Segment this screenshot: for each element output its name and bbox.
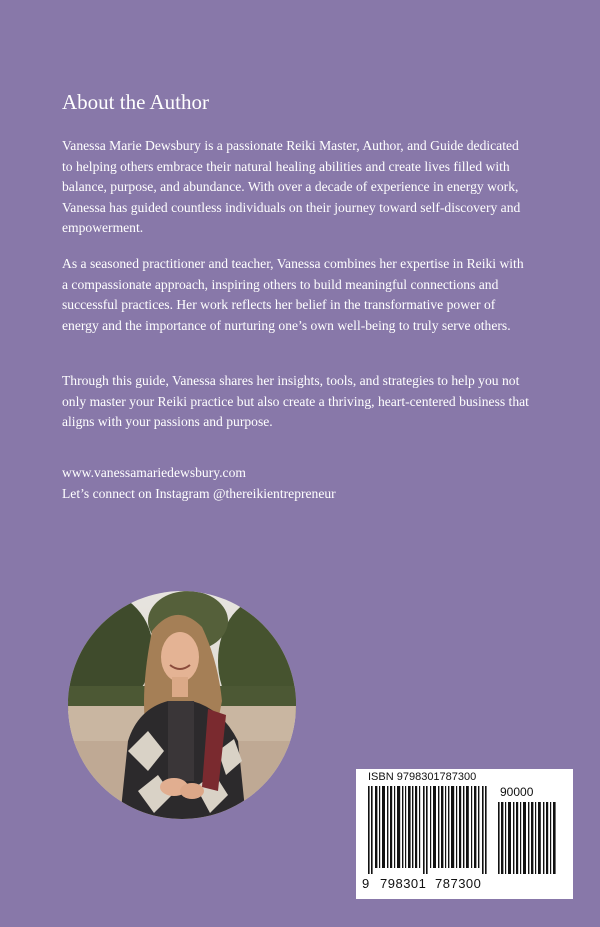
author-website: www.vanessamariedewsbury.com [62,465,246,480]
author-photo [68,591,296,819]
isbn-number: ISBN 9798301787300 [368,771,477,783]
ean13-barcode-bars [368,786,492,874]
barcode-digits-right: 787300 [435,876,482,891]
bio-paragraph-1: Vanessa Marie Dewsbury is a passionate Reiki Master, Author, and Guide dedicated to helping others embrace their natural healing abilities and create lives filled with balance, purpose, and abundance. With over a decade of experience in energy work, Vanessa has guided countless individuals on their journey toward self-discovery and empowerment. [62,138,521,236]
isbn-barcode [356,769,573,899]
bio-paragraph-3: Through this guide, Vanessa shares her insights, tools, and strategies to help you not only master your Reiki practice but also create a thriving, heart-centered business that aligns with your passions and purpose. [62,373,529,430]
about-author-heading: About the Author [62,90,209,114]
addon-barcode-bars [496,786,558,876]
barcode-digit-first: 9 [362,876,370,891]
author-portrait-illustration [68,591,296,819]
instagram-handle: Let’s connect on Instagram @thereikientrepreneur [62,486,336,501]
bio-paragraph-2: As a seasoned practitioner and teacher, Vanessa combines her expertise in Reiki with a compassionate approach, inspiring others to build meaningful connections and successful practices. Her work reflects her belief in the transformative power of energy and the importance of nurturing one’s own well-being to truly serve others. [62,256,524,333]
addon-price-code: 90000 [500,785,534,799]
barcode-digits-left: 798301 [380,876,427,891]
